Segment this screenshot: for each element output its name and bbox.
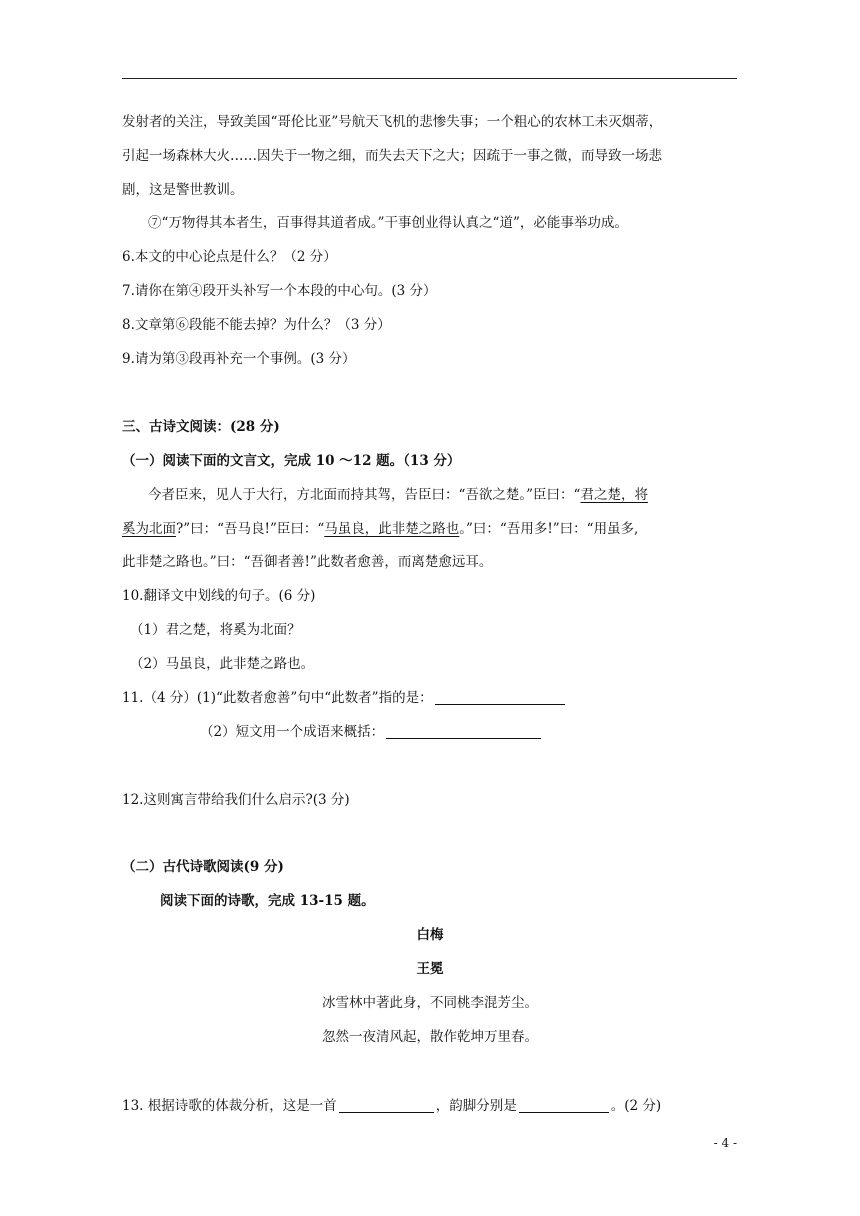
poem-line-2: 忽然一夜清风起，散作乾坤万里春。 [322,1029,538,1045]
question-13-part-a: 13. 根据诗歌的体裁分析，这是一首 [122,1098,337,1114]
question-10-item-1: （1）君之楚，将奚为北面？ [130,622,301,638]
passage-text: 。”曰：“吾用多!”曰：“用虽多, [459,521,639,537]
passage-line-2 [122,520,638,538]
passage-line-1 [148,486,648,504]
passage-line-3: 此非楚之路也。”曰：“吾御者善!”此数者愈善，而离楚愈远耳。 [122,554,493,570]
underlined-sentence-1: 君之楚，将 [580,487,648,503]
answer-blank[interactable] [386,724,541,739]
paragraph-5-line-2: 引起一场森林大火……因失于一物之细，而失去天下之大；因疏于一事之微，而导致一场悲 [122,148,662,164]
passage-text: 今者臣来，见人于大行，方北面而持其驾，告臣曰：“吾欲之楚。”臣曰：“ [148,487,581,503]
part-2-title: （二）古代诗歌阅读(9 分) [122,859,284,875]
poem-title: 白梅 [416,927,444,943]
header-rule [122,78,737,79]
question-11-line-1 [122,689,567,707]
part-1-title: （一）阅读下面的文言文，完成 10 ～12 题。（13 分） [122,453,461,469]
question-12: 12.这则寓言带给我们什么启示?(3 分) [122,792,350,808]
poem-line-1: 冰雪林中著此身，不同桃李混芳尘。 [322,995,538,1011]
paragraph-5-line-1: 发射者的关注，导致美国“哥伦比亚”号航天飞机的悲惨失事；一个粗心的农林工未灭烟蒂， [122,114,663,130]
question-11-part-1: 11.（4 分）(1)“此数者愈善”句中“此数者”指的是： [122,690,433,706]
passage-text: ?”曰：“吾马良!”臣曰：“ [176,521,325,537]
paragraph-5-line-3: 剧，这是警世教训。 [122,182,244,198]
question-13-part-c: 。(2 分) [610,1098,662,1114]
question-11-line-2 [200,723,543,741]
underlined-sentence-2: 马虽良，此非楚之路也 [324,521,460,537]
underlined-sentence-1-end: 奚为北面 [122,521,176,537]
question-6: 6.本文的中心论点是什么？（2 分） [122,249,337,265]
question-13 [122,1097,661,1115]
section-3-title: 三、古诗文阅读：(28 分) [122,419,280,435]
question-10-item-2: （2）马虽良，此非楚之路也。 [130,656,315,672]
page-number: - 4 - [713,1136,737,1150]
paragraph-7: ⑦“万物得其本者生，百事得其道者成。”干事创业得认真之“道”，必能事举功成。 [148,215,628,231]
poem-author: 王冕 [416,961,444,977]
question-9: 9.请为第③段再补充一个事例。(3 分） [122,351,356,367]
question-10: 10.翻译文中划线的句子。(6 分) [122,588,316,604]
question-11-part-2: （2）短文用一个成语来概括： [200,724,385,740]
answer-blank[interactable] [339,1098,434,1113]
answer-blank[interactable] [519,1098,609,1113]
question-7: 7.请你在第④段开头补写一个本段的中心句。(3 分） [122,283,437,299]
question-13-part-b: ，韵脚分别是 [435,1098,517,1114]
question-8: 8.文章第⑥段能不能去掉？为什么？（3 分） [122,317,391,333]
answer-blank[interactable] [435,690,565,705]
part-2-instruction: 阅读下面的诗歌，完成 13-15 题。 [160,893,375,909]
